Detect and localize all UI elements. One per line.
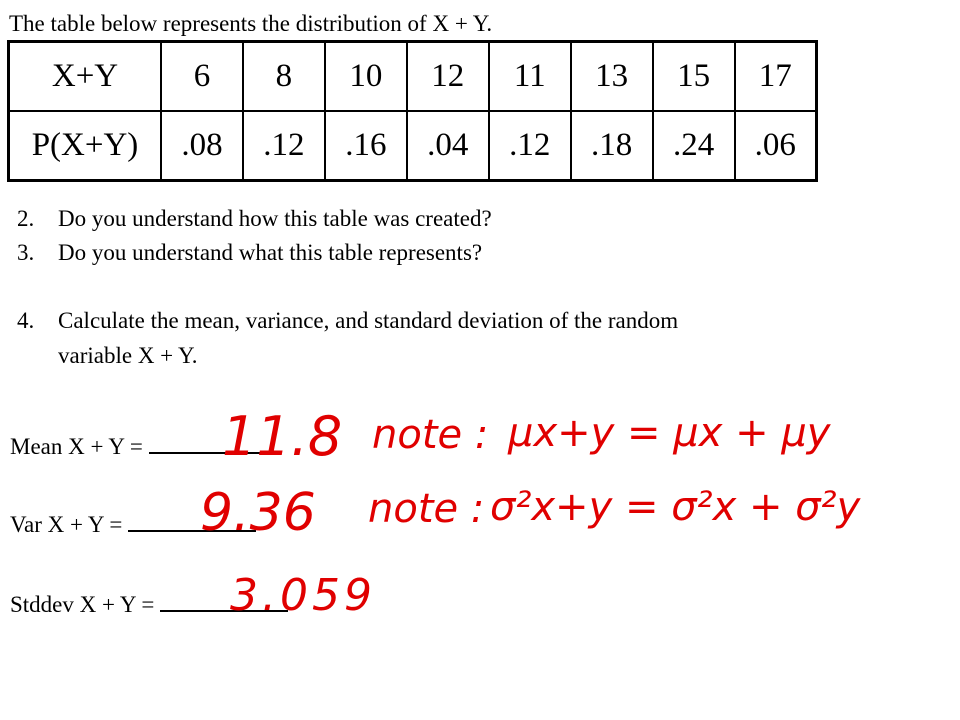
table-cell-value: 8 [243, 42, 325, 111]
table-cell-value: 12 [407, 42, 489, 111]
table-cell-value: 10 [325, 42, 407, 111]
table-cell-value: 11 [489, 42, 571, 111]
question-text: Calculate the mean, variance, and standard deviation of the random [58, 308, 679, 333]
mean-note-formula: μx+y = μx + μy [508, 410, 831, 456]
table-cell-probability: .24 [653, 111, 735, 181]
row-header-x-plus-y: X+Y [9, 42, 162, 111]
mean-label: Mean X + Y = [10, 434, 143, 459]
mean-note-word: note : [372, 412, 489, 458]
question-text: Do you understand how this table was created? [58, 206, 492, 231]
var-note-formula: σ²x+y = σ²x + σ²y [490, 484, 861, 530]
question-number: 2. [17, 206, 35, 231]
var-note-word: note : [368, 486, 485, 532]
var-label: Var X + Y = [10, 512, 123, 537]
table-cell-probability: .08 [161, 111, 243, 181]
row-header-probability: P(X+Y) [9, 111, 162, 181]
table-cell-probability: .18 [571, 111, 653, 181]
table-cell-probability: .12 [243, 111, 325, 181]
table-cell-value: 13 [571, 42, 653, 111]
table-cell-value: 17 [735, 42, 817, 111]
table-cell-value: 6 [161, 42, 243, 111]
table-cell-value: 15 [653, 42, 735, 111]
question-text: Do you understand what this table represents? [58, 240, 483, 265]
table-cell-probability: .12 [489, 111, 571, 181]
intro-text: The table below represents the distribution of X + Y. [9, 11, 493, 36]
table-cell-probability: .06 [735, 111, 817, 181]
table-cell-probability: .04 [407, 111, 489, 181]
mean-handwritten-answer: 11.8 [222, 405, 343, 468]
var-handwritten-answer: 9.36 [200, 483, 316, 543]
question-number: 3. [17, 240, 35, 265]
question-number: 4. [17, 308, 35, 333]
stddev-label: Stddev X + Y = [10, 592, 155, 617]
stddev-handwritten-answer: 3.059 [230, 570, 376, 621]
table-cell-probability: .16 [325, 111, 407, 181]
question-text-continued: variable X + Y. [58, 343, 198, 368]
